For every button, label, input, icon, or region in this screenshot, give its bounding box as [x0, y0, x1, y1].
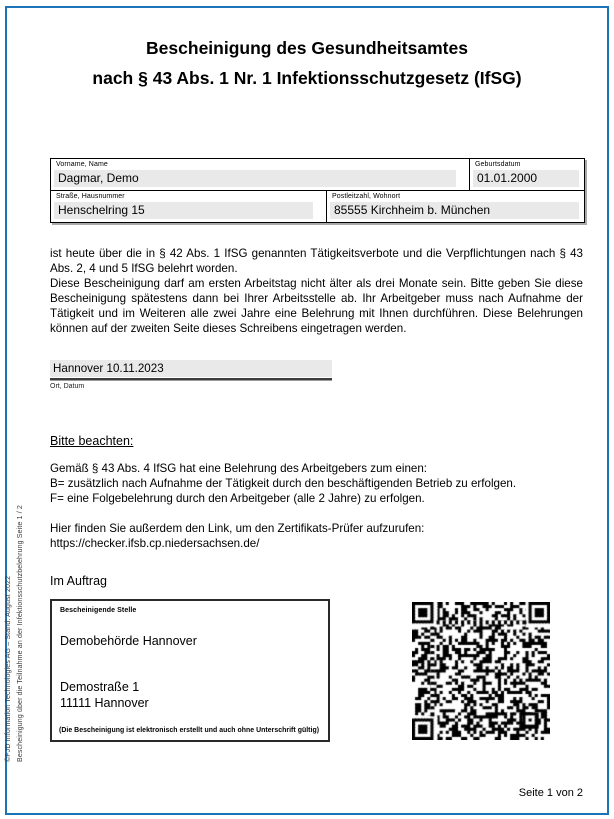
page-number: Seite 1 von 2 — [518, 787, 583, 799]
address-street: Demostraße 1 — [60, 680, 140, 694]
signature-rule-shadow — [50, 380, 332, 381]
certificate-link-block — [50, 521, 583, 551]
place-date-label: Ort, Datum — [50, 383, 85, 390]
field-city-label: Postleitzahl, Wohnort — [332, 193, 401, 200]
field-street-value: Henschelring 15 — [54, 202, 313, 219]
qr-code — [412, 602, 550, 740]
im-auftrag-label: Im Auftrag — [50, 574, 107, 588]
title-line-1: Bescheinigung des Gesundheitsamtes — [146, 38, 468, 58]
document-title — [0, 33, 614, 93]
field-city-value: 85555 Kirchheim b. München — [330, 202, 579, 219]
field-name — [51, 159, 469, 190]
place-date-value: Hannover 10.11.2023 — [50, 360, 332, 377]
sidebar-copyright-text: ©FJD Information Technologies AG – Stand: August 2022 — [5, 575, 12, 762]
paragraph-belehrung: ist heute über die in § 42 Abs. 1 IfSG genannten Tätigkeitsverbote und die Verpflichtungen nach § 43 Abs. 2, 4 und 5 IfSG belehrt worden. — [50, 247, 583, 275]
notice-block — [50, 461, 583, 507]
paragraph-bescheinigung: Diese Bescheinigung darf am ersten Arbeitstag nicht älter als drei Monate sein. Bitte geben Sie diese Bescheinigung spätestens dann bei Ihrer Arbeitsstelle ab. Ihr Arbeitgeber muss nach Aufnahme der Tätigkeit und im Weiteren alle zwei Jahre eine Belehrung mit Ihnen durchführen. Diese Belehrungen können auf der zweiten Seite dieses Schreibens eingetragen werden. — [50, 276, 583, 335]
main-paragraphs — [50, 247, 583, 336]
field-name-value: Dagmar, Demo — [54, 170, 456, 187]
field-street-label: Straße, Hausnummer — [56, 193, 125, 200]
title-line-2: nach § 43 Abs. 1 Nr. 1 Infektionsschutzgesetz (IfSG) — [92, 68, 522, 88]
electronic-validity-note: (Die Bescheinigung ist elektronisch erstellt und auch ohne Unterschrift gültig) — [59, 727, 320, 734]
field-name-label: Vorname, Name — [56, 161, 108, 168]
issuing-authority-box — [50, 599, 330, 742]
field-birthdate — [469, 159, 584, 190]
issuing-authority-label: Bescheinigende Stelle — [60, 607, 137, 614]
notice-heading: Bitte beachten: — [50, 434, 134, 448]
notice-line-3: F= eine Folgebelehrung durch den Arbeitgeber (alle 2 Jahre) zu erfolgen. — [50, 492, 425, 506]
address-city: 11111 Hannover — [60, 695, 149, 710]
certificate-checker-link[interactable]: https://checker.ifsb.cp.niedersachsen.de/ — [50, 537, 260, 551]
field-street — [51, 191, 326, 222]
issuing-authority-address — [60, 680, 149, 711]
notice-line-1: Gemäß § 43 Abs. 4 IfSG hat eine Belehrung des Arbeitgebers zum einen: — [50, 462, 428, 475]
personal-data-table — [50, 158, 585, 223]
link-intro: Hier finden Sie außerdem den Link, um den Zertifikats-Prüfer aufzurufen: — [50, 522, 425, 535]
table-row — [51, 191, 584, 222]
field-city — [326, 191, 584, 222]
notice-line-2: B= zusätzlich nach Aufnahme der Tätigkeit durch den beschäftigenden Betrieb zu erfolgen. — [50, 477, 517, 491]
sidebar-document-text: Bescheinigung über die Teilnahme an der Infektionsschutzbelehrung Seite 1 / 2 — [17, 505, 24, 762]
field-birthdate-value: 01.01.2000 — [473, 170, 579, 187]
place-date-block — [50, 360, 332, 390]
issuing-authority-name: Demobehörde Hannover — [60, 634, 197, 648]
field-birthdate-label: Geburtsdatum — [475, 161, 521, 168]
table-row — [51, 159, 584, 191]
